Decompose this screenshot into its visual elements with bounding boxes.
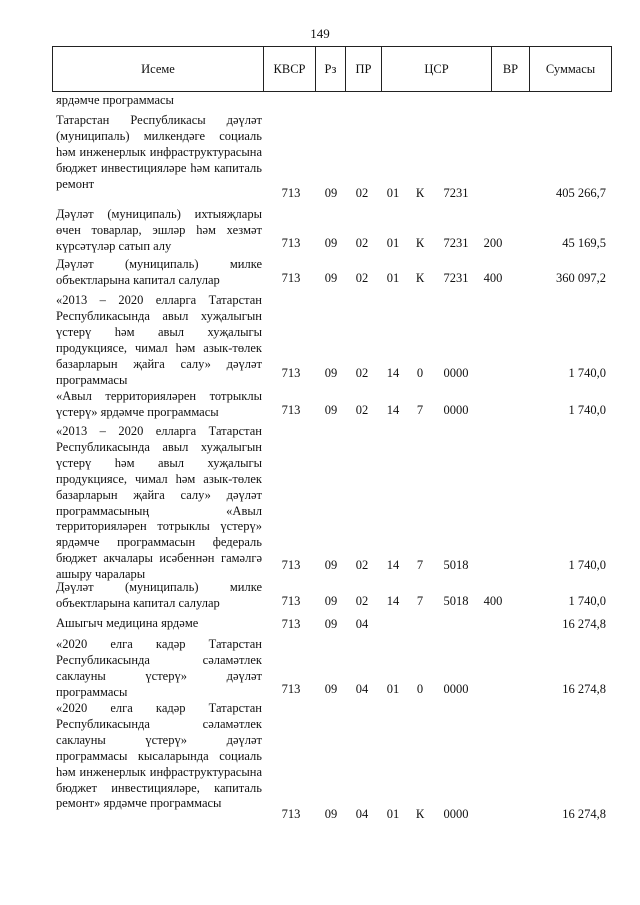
row-csr3: 7231 xyxy=(443,236,469,250)
row-csr2: 0 xyxy=(416,366,424,380)
row-kvsr: 713 xyxy=(281,594,301,608)
row-rz: 09 xyxy=(324,271,338,285)
row-name: Дәүләт (муниципаль) милке объектларына капитал салулар xyxy=(56,257,262,287)
table-row xyxy=(52,257,612,286)
row-kvsr: 713 xyxy=(281,186,301,200)
row-name: «2020 елга кадәр Татарстан Республикасында сәламәтлек саклауны үстерү» дәүләт программасы кысаларында социаль һәм инженерлык инфраструктурасына бюджет инвестицияләре, капиталь ремонт» ярдәмче программасы xyxy=(56,701,262,811)
header-name: Исеме xyxy=(141,62,175,76)
table-row xyxy=(52,389,612,418)
row-kvsr: 713 xyxy=(281,558,301,572)
row-sum: 360 097,2 xyxy=(556,271,606,285)
row-name: «Авыл территорияләрен тотрыклы үстерү» ярдәмче программасы xyxy=(56,389,262,419)
row-csr3: 0000 xyxy=(443,807,469,821)
table-header xyxy=(52,46,612,92)
row-name: «2013 – 2020 елларга Татарстан Республикасында авыл хуҗалыгын үстерү һәм авыл хуҗалыгы продукциясе, чимал һәм азык-төлек базарларын җайга салу» дәүләт программасының «Авыл территорияләрен тотрыклы үстерү» ярдәмче программасын федераль бюджет акчалары исәбеннән гамәлгә ашыру чаралары xyxy=(56,424,262,582)
row-sum: 405 266,7 xyxy=(556,186,606,200)
header-pr: ПР xyxy=(345,47,381,91)
row-rz: 09 xyxy=(324,403,338,417)
row-rz: 09 xyxy=(324,807,338,821)
row-csr1: 01 xyxy=(386,682,400,696)
row-rz: 09 xyxy=(324,366,338,380)
header-rz: Рз xyxy=(315,47,345,91)
table-row xyxy=(52,113,612,201)
row-vr: 400 xyxy=(483,271,503,285)
row-rz: 09 xyxy=(324,236,338,250)
row-csr2: 0 xyxy=(416,682,424,696)
row-kvsr: 713 xyxy=(281,271,301,285)
continuation-text: ярдәмче программасы xyxy=(56,93,174,107)
table-row xyxy=(52,637,612,697)
row-name: Дәүләт (муниципаль) ихтыяҗлары өчен товарлар, эшләр һәм хезмәт күрсәтүләр сатып алу xyxy=(56,207,262,253)
row-pr: 02 xyxy=(355,366,369,380)
row-sum: 1 740,0 xyxy=(568,594,606,608)
row-csr2: К xyxy=(415,186,425,200)
row-csr1: 01 xyxy=(386,807,400,821)
table-row xyxy=(52,580,612,609)
row-name: Ашыгыч медицина ярдәме xyxy=(56,616,199,630)
row-name: «2020 елга кадәр Татарстан Республикасында сәламәтлек саклауны үстерү» дәүләт программасы xyxy=(56,637,262,699)
row-sum: 16 274,8 xyxy=(562,807,606,821)
row-vr: 400 xyxy=(483,594,503,608)
row-csr1: 01 xyxy=(386,271,400,285)
row-csr3: 7231 xyxy=(443,271,469,285)
row-csr2: К xyxy=(415,236,425,250)
row-kvsr: 713 xyxy=(281,403,301,417)
row-pr: 02 xyxy=(355,558,369,572)
row-csr2: К xyxy=(415,271,425,285)
row-vr: 200 xyxy=(483,236,503,250)
row-csr1: 14 xyxy=(386,594,400,608)
row-name: Татарстан Республикасы дәүләт (муниципаль) милкендәге социаль һәм инженерлык инфраструктурасына бюджет инвестицияләре һәм капиталь ремонт xyxy=(56,113,262,191)
header-csr: ЦСР xyxy=(381,47,491,91)
table-row xyxy=(52,701,612,822)
table-row xyxy=(52,616,612,632)
row-rz: 09 xyxy=(324,186,338,200)
row-csr1: 14 xyxy=(386,403,400,417)
page-number: 149 xyxy=(310,26,330,41)
row-kvsr: 713 xyxy=(281,617,301,631)
row-pr: 04 xyxy=(355,807,369,821)
row-csr2: 7 xyxy=(416,558,424,572)
row-sum: 16 274,8 xyxy=(562,617,606,631)
table-row xyxy=(52,424,612,582)
row-pr: 02 xyxy=(355,594,369,608)
row-rz: 09 xyxy=(324,558,338,572)
row-rz: 09 xyxy=(324,617,338,631)
row-pr: 02 xyxy=(355,236,369,250)
row-csr3: 0000 xyxy=(443,682,469,696)
row-sum: 1 740,0 xyxy=(568,366,606,380)
row-name: «2013 – 2020 елларга Татарстан Республикасында авыл хуҗалыгын үстерү һәм авыл хуҗалыгы продукциясе, чимал һәм азык-төлек базарларын җайга салу» дәүләт программасы xyxy=(56,293,262,387)
row-csr1: 01 xyxy=(386,186,400,200)
row-csr1: 14 xyxy=(386,366,400,380)
row-rz: 09 xyxy=(324,682,338,696)
row-pr: 04 xyxy=(355,682,369,696)
row-csr2: К xyxy=(415,807,425,821)
row-csr1: 01 xyxy=(386,236,400,250)
row-csr3: 7231 xyxy=(443,186,469,200)
row-rz: 09 xyxy=(324,594,338,608)
row-sum: 1 740,0 xyxy=(568,558,606,572)
row-kvsr: 713 xyxy=(281,236,301,250)
row-sum: 16 274,8 xyxy=(562,682,606,696)
row-csr2: 7 xyxy=(416,403,424,417)
row-kvsr: 713 xyxy=(281,807,301,821)
table-row xyxy=(52,207,612,251)
row-pr: 02 xyxy=(355,186,369,200)
row-sum: 1 740,0 xyxy=(568,403,606,417)
row-pr: 02 xyxy=(355,271,369,285)
row-csr2: 7 xyxy=(416,594,424,608)
row-csr1: 14 xyxy=(386,558,400,572)
row-pr: 04 xyxy=(355,617,369,631)
row-kvsr: 713 xyxy=(281,366,301,380)
row-kvsr: 713 xyxy=(281,682,301,696)
row-csr3: 5018 xyxy=(443,594,469,608)
row-csr3: 0000 xyxy=(443,403,469,417)
row-sum: 45 169,5 xyxy=(562,236,606,250)
row-pr: 02 xyxy=(355,403,369,417)
header-kvsr: КВСР xyxy=(263,47,315,91)
row-csr3: 5018 xyxy=(443,558,469,572)
header-vr: ВР xyxy=(491,47,529,91)
row-name: Дәүләт (муниципаль) милке объектларына капитал салулар xyxy=(56,580,262,610)
row-csr3: 0000 xyxy=(443,366,469,380)
header-sum: Суммасы xyxy=(529,47,611,91)
table-row xyxy=(52,293,612,387)
